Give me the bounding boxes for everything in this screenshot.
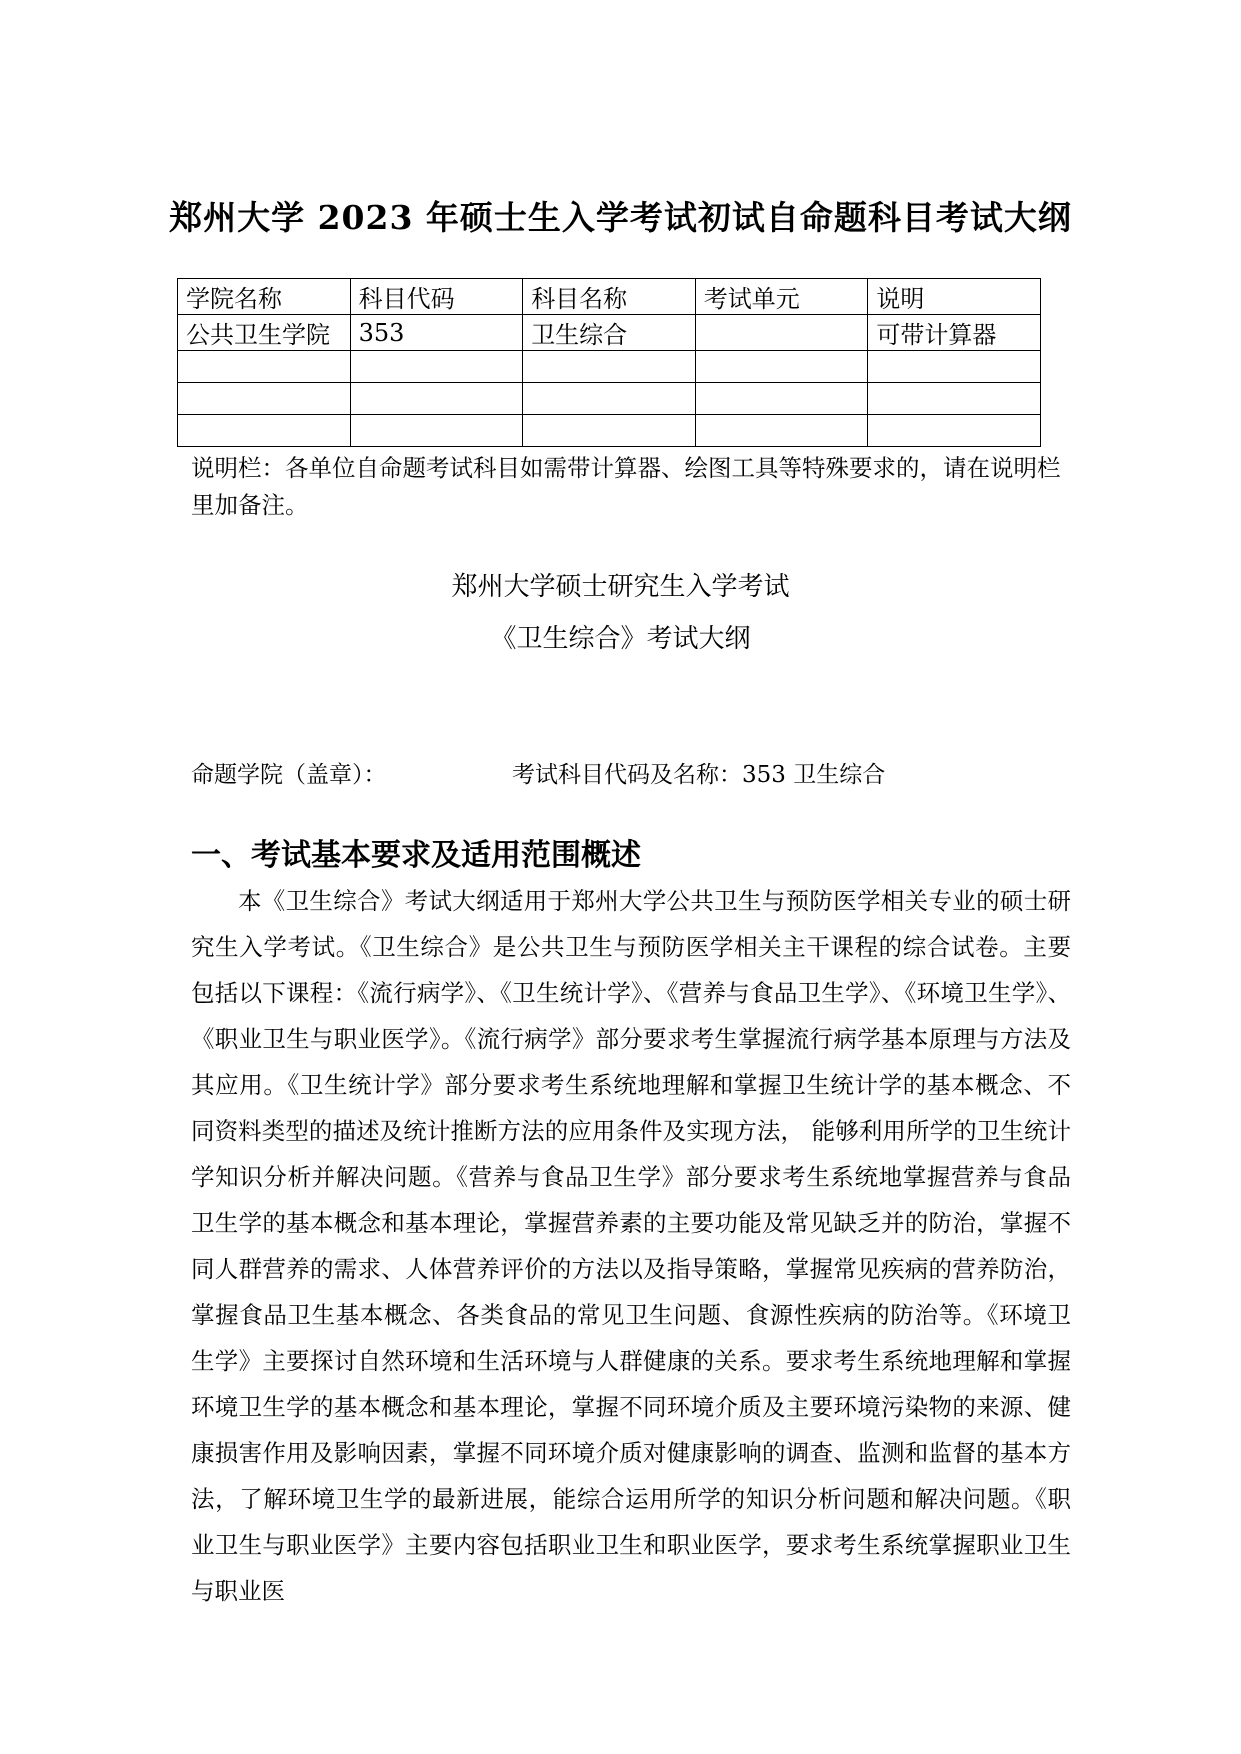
table-row xyxy=(178,383,1041,415)
table-cell xyxy=(695,415,868,447)
table-header-cell: 学院名称 xyxy=(178,279,351,315)
table-cell xyxy=(868,383,1041,415)
table-cell xyxy=(350,415,523,447)
table-header-cell: 科目名称 xyxy=(523,279,696,315)
table-cell xyxy=(178,415,351,447)
table-row xyxy=(178,415,1041,447)
table-note: 说明栏：各单位自命题考试科目如需带计算器、绘图工具等特殊要求的，请在说明栏里加备注。 xyxy=(191,454,1061,519)
section-body: 本《卫生综合》考试大纲适用于郑州大学公共卫生与预防医学相关专业的硕士研究生入学考试。《卫生综合》是公共卫生与预防医学相关主干课程的综合试卷。主要包括以下课程：《流行病学》、《卫生统计学》、《营养与食品卫生学》、《环境卫生学》、《职业卫生与职业医学》。《流行病学》部分要求考生掌握流行病学基本原理与方法及其应用。《卫生统计学》部分要求考生系统地理解和掌握卫生统计学的基本概念、不同资料类型的描述及统计推断方法的应用条件及实现方法， 能够利用所学的卫生统计学知识分析并解决问题。《营养与食品卫生学》部分要求考生系统地掌握营养与食品卫生学的基本概念和基本理论，掌握营养素的主要功能及常见缺乏并的防治，掌握不同人群营养的需求、人体营养评价的方法以及指导策略，掌握常见疾病的营养防治，掌握食品卫生基本概念、各类食品的常见卫生问题、食源性疾病的防治等。《环境卫生学》主要探讨自然环境和生活环境与人群健康的关系。要求考生系统地理解和掌握环境卫生学的基本概念和基本理论，掌握不同环境介质及主要环境污染物的来源、健康损害作用及影响因素，掌握不同环境介质对健康影响的调查、监测和监督的基本方法，了解环境卫生学的最新进展，能综合运用所学的知识分析问题和解决问题。《职业卫生与职业医学》主要内容包括职业卫生和职业医学，要求考生系统掌握职业卫生与职业医 xyxy=(191,887,1071,1605)
subject-code-label: 考试科目代码及名称：353 卫生综合 xyxy=(512,762,886,788)
table-cell xyxy=(350,351,523,383)
table-cell xyxy=(868,351,1041,383)
table-cell xyxy=(868,415,1041,447)
table-header-cell: 科目代码 xyxy=(350,279,523,315)
table-cell: 可带计算器 xyxy=(868,315,1041,351)
table-cell xyxy=(178,351,351,383)
table-header-cell: 考试单元 xyxy=(695,279,868,315)
table-cell: 卫生综合 xyxy=(523,315,696,351)
table-cell xyxy=(350,383,523,415)
table-cell: 公共卫生学院 xyxy=(178,315,351,351)
table-cell xyxy=(178,383,351,415)
subject-info-table xyxy=(177,278,1041,447)
table-cell xyxy=(523,415,696,447)
exam-subtitle: 郑州大学硕士研究生入学考试 xyxy=(451,572,790,602)
table-header-cell: 说明 xyxy=(868,279,1041,315)
college-stamp-label: 命题学院（盖章）： xyxy=(191,762,387,788)
table-cell xyxy=(695,351,868,383)
table-row xyxy=(178,351,1041,383)
syllabus-subtitle: 《卫生综合》考试大纲 xyxy=(490,624,751,654)
table-cell xyxy=(695,315,868,351)
table-cell xyxy=(523,351,696,383)
section-heading: 一、考试基本要求及适用范围概述 xyxy=(191,838,641,873)
table-cell xyxy=(523,383,696,415)
document-title: 郑州大学 2023 年硕士生入学考试初试自命题科目考试大纲 xyxy=(169,198,1072,237)
table-cell: 353 xyxy=(350,315,523,351)
table-row xyxy=(178,315,1041,351)
table-cell xyxy=(695,383,868,415)
table-header-row xyxy=(178,279,1041,315)
